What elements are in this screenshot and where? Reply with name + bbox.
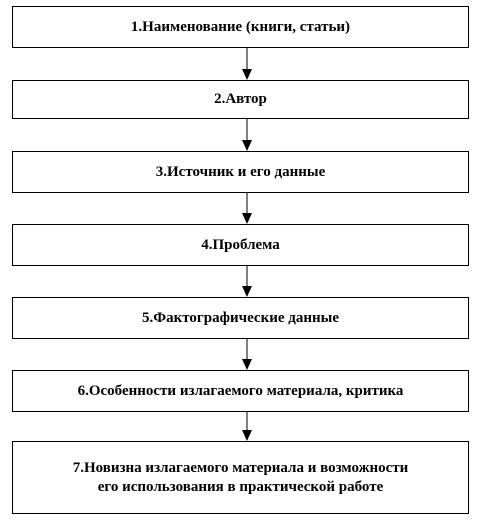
arrow-down-icon	[240, 412, 254, 441]
step-7-label-line2: его использования в практической работе	[97, 478, 384, 495]
arrow-down-icon	[240, 48, 254, 80]
arrow-down-icon	[240, 339, 254, 370]
step-6-box	[12, 370, 469, 412]
arrow-down-icon	[240, 193, 254, 224]
step-3-box	[12, 151, 469, 193]
step-7-text	[73, 459, 409, 497]
step-1-label: 1.Наименование (книги, статьи)	[130, 18, 351, 35]
step-3-label: 3.Источник и его данные	[155, 163, 326, 180]
step-1-box	[12, 6, 469, 48]
step-2-box	[12, 80, 469, 119]
arrow-down-icon	[240, 119, 254, 151]
step-4-box	[12, 224, 469, 266]
step-6-label: 6.Особенности излагаемого материала, критика	[77, 382, 404, 399]
step-7-box	[12, 441, 469, 514]
step-5-box	[12, 297, 469, 339]
step-7-label-line1: 7.Новизна излагаемого материала и возможности	[72, 459, 409, 476]
arrow-down-icon	[240, 266, 254, 297]
step-4-label: 4.Проблема	[201, 236, 280, 253]
step-5-label: 5.Фактографические данные	[141, 309, 339, 326]
step-2-label: 2.Автор	[214, 91, 267, 107]
